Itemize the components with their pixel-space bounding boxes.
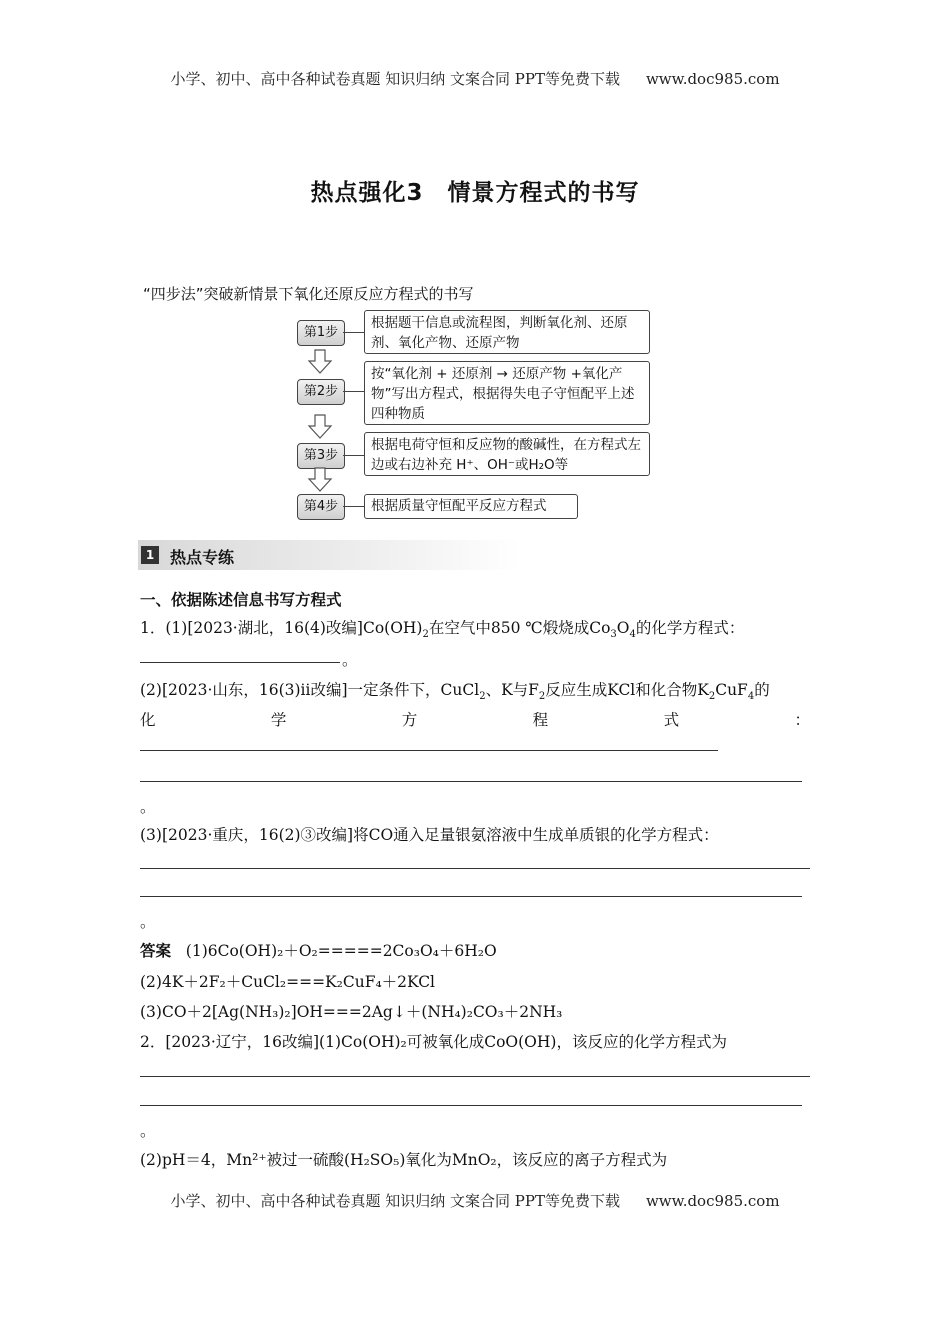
answer-3: (3)CO＋2[Ag(NH₃)₂]OH===2Ag↓＋(NH₄)₂CO₃＋2NH₃ bbox=[140, 1003, 563, 1021]
subscript: 2 bbox=[708, 691, 716, 703]
connector-line bbox=[343, 332, 364, 333]
subscript: 2 bbox=[538, 691, 546, 703]
char: ： bbox=[794, 711, 810, 729]
subscript: 2 bbox=[422, 629, 429, 641]
footer-text: 小学、初中、高中各种试卷真题 知识归纳 文案合同 PPT等免费下载 bbox=[170, 1192, 620, 1210]
down-arrow-icon bbox=[307, 414, 333, 440]
subscript: 4 bbox=[747, 691, 755, 703]
subscript: 4 bbox=[629, 629, 636, 641]
answer-text: (1)6Co(OH)₂＋O₂=====2Co₃O₄＋6H₂O bbox=[185, 942, 497, 960]
header-site[interactable]: www.doc985.com bbox=[645, 70, 780, 88]
char: 式 bbox=[663, 711, 680, 729]
subscript: 3 bbox=[610, 629, 617, 641]
connector-line bbox=[343, 506, 364, 507]
q-text: 1．(1)[2023·湖北，16(4)改编]Co(OH) bbox=[140, 619, 423, 637]
step-4-description: 根据质量守恒配平反应方程式 bbox=[364, 494, 578, 519]
question-1-part-2-continued bbox=[140, 708, 810, 730]
answer-2: (2)4K＋2F₂＋CuCl₂===K₂CuF₄＋2KCl bbox=[140, 973, 436, 991]
down-arrow-icon bbox=[307, 349, 333, 375]
q-text: 在空气中850 ℃煅烧成Co bbox=[428, 619, 611, 637]
footer-site[interactable]: www.doc985.com bbox=[645, 1192, 780, 1210]
q-text: 反应生成KCl和化合物K bbox=[545, 681, 709, 699]
header-text: 小学、初中、高中各种试卷真题 知识归纳 文案合同 PPT等免费下载 bbox=[170, 70, 620, 88]
answer-label: 答案 bbox=[140, 942, 172, 960]
q-text: (2)[2023·山东，16(3)ⅱ改编]一定条件下，CuCl bbox=[140, 681, 480, 699]
period: 。 bbox=[140, 913, 156, 931]
answer-1 bbox=[140, 939, 497, 961]
answer-blank[interactable] bbox=[140, 662, 340, 663]
q-text: 、K与F bbox=[485, 681, 539, 699]
answer-blank[interactable] bbox=[140, 896, 802, 897]
char: 化 bbox=[140, 711, 156, 729]
step-2-description: 按“氧化剂 + 还原剂 → 还原产物 +氧化产物”写出方程式，根据得失电子守恒配平上述四种物质 bbox=[364, 361, 650, 425]
page-header bbox=[0, 68, 950, 89]
q-text: 的 bbox=[754, 681, 770, 699]
period: 。 bbox=[342, 651, 358, 669]
step-1-label: 第1步 bbox=[297, 320, 345, 346]
step-1-description: 根据题干信息或流程图，判断氧化剂、还原剂、氧化产物、还原产物 bbox=[364, 310, 650, 354]
connector-line bbox=[343, 391, 364, 392]
question-1-part-1 bbox=[140, 616, 744, 640]
question-1-part-2 bbox=[140, 678, 770, 702]
q-text: CuF bbox=[715, 681, 748, 699]
period: 。 bbox=[140, 798, 156, 816]
page-title: 热点强化3 情景方程式的书写 bbox=[310, 180, 640, 206]
step-3-label: 第3步 bbox=[297, 443, 345, 469]
answer-blank[interactable] bbox=[140, 868, 810, 869]
char: 方 bbox=[401, 711, 418, 729]
question-1-part-3: (3)[2023·重庆，16(2)③改编]将CO通入足量银氨溶液中生成单质银的化学方程式： bbox=[140, 826, 719, 844]
down-arrow-icon bbox=[307, 467, 333, 493]
answer-blank[interactable] bbox=[140, 1105, 802, 1106]
period: 。 bbox=[140, 1122, 156, 1140]
char: 程 bbox=[532, 711, 549, 729]
step-3-description: 根据电荷守恒和反应物的酸碱性，在方程式左边或右边补充 H⁺、OH⁻或H₂O等 bbox=[364, 432, 650, 476]
section-number-icon: 1 bbox=[141, 546, 159, 564]
answer-blank[interactable] bbox=[140, 1076, 810, 1077]
question-2-part-2: (2)pH＝4，Mn²⁺被过一硫酸(H₂SO₅)氧化为MnO₂，该反应的离子方程式为 bbox=[140, 1151, 668, 1169]
answer-blank[interactable] bbox=[140, 750, 718, 751]
page-footer bbox=[0, 1190, 950, 1211]
section-banner bbox=[138, 540, 520, 570]
subscript: 2 bbox=[479, 691, 486, 703]
q-text: 的化学方程式： bbox=[635, 619, 745, 637]
intro-heading: “四步法”突破新情景下氧化还原反应方程式的书写 bbox=[143, 285, 474, 303]
char: 学 bbox=[270, 711, 287, 729]
step-2-label: 第2步 bbox=[297, 379, 345, 405]
section-heading: 一、依据陈述信息书写方程式 bbox=[140, 591, 342, 609]
answer-blank[interactable] bbox=[140, 781, 802, 782]
q-text: O bbox=[616, 619, 630, 637]
connector-line bbox=[343, 455, 364, 456]
section-banner-label: 热点专练 bbox=[170, 548, 235, 567]
question-2-part-1: 2．[2023·辽宁，16改编](1)Co(OH)₂可被氧化成CoO(OH)，该反应的化学方程式为 bbox=[140, 1033, 727, 1051]
step-4-label: 第4步 bbox=[297, 494, 345, 520]
